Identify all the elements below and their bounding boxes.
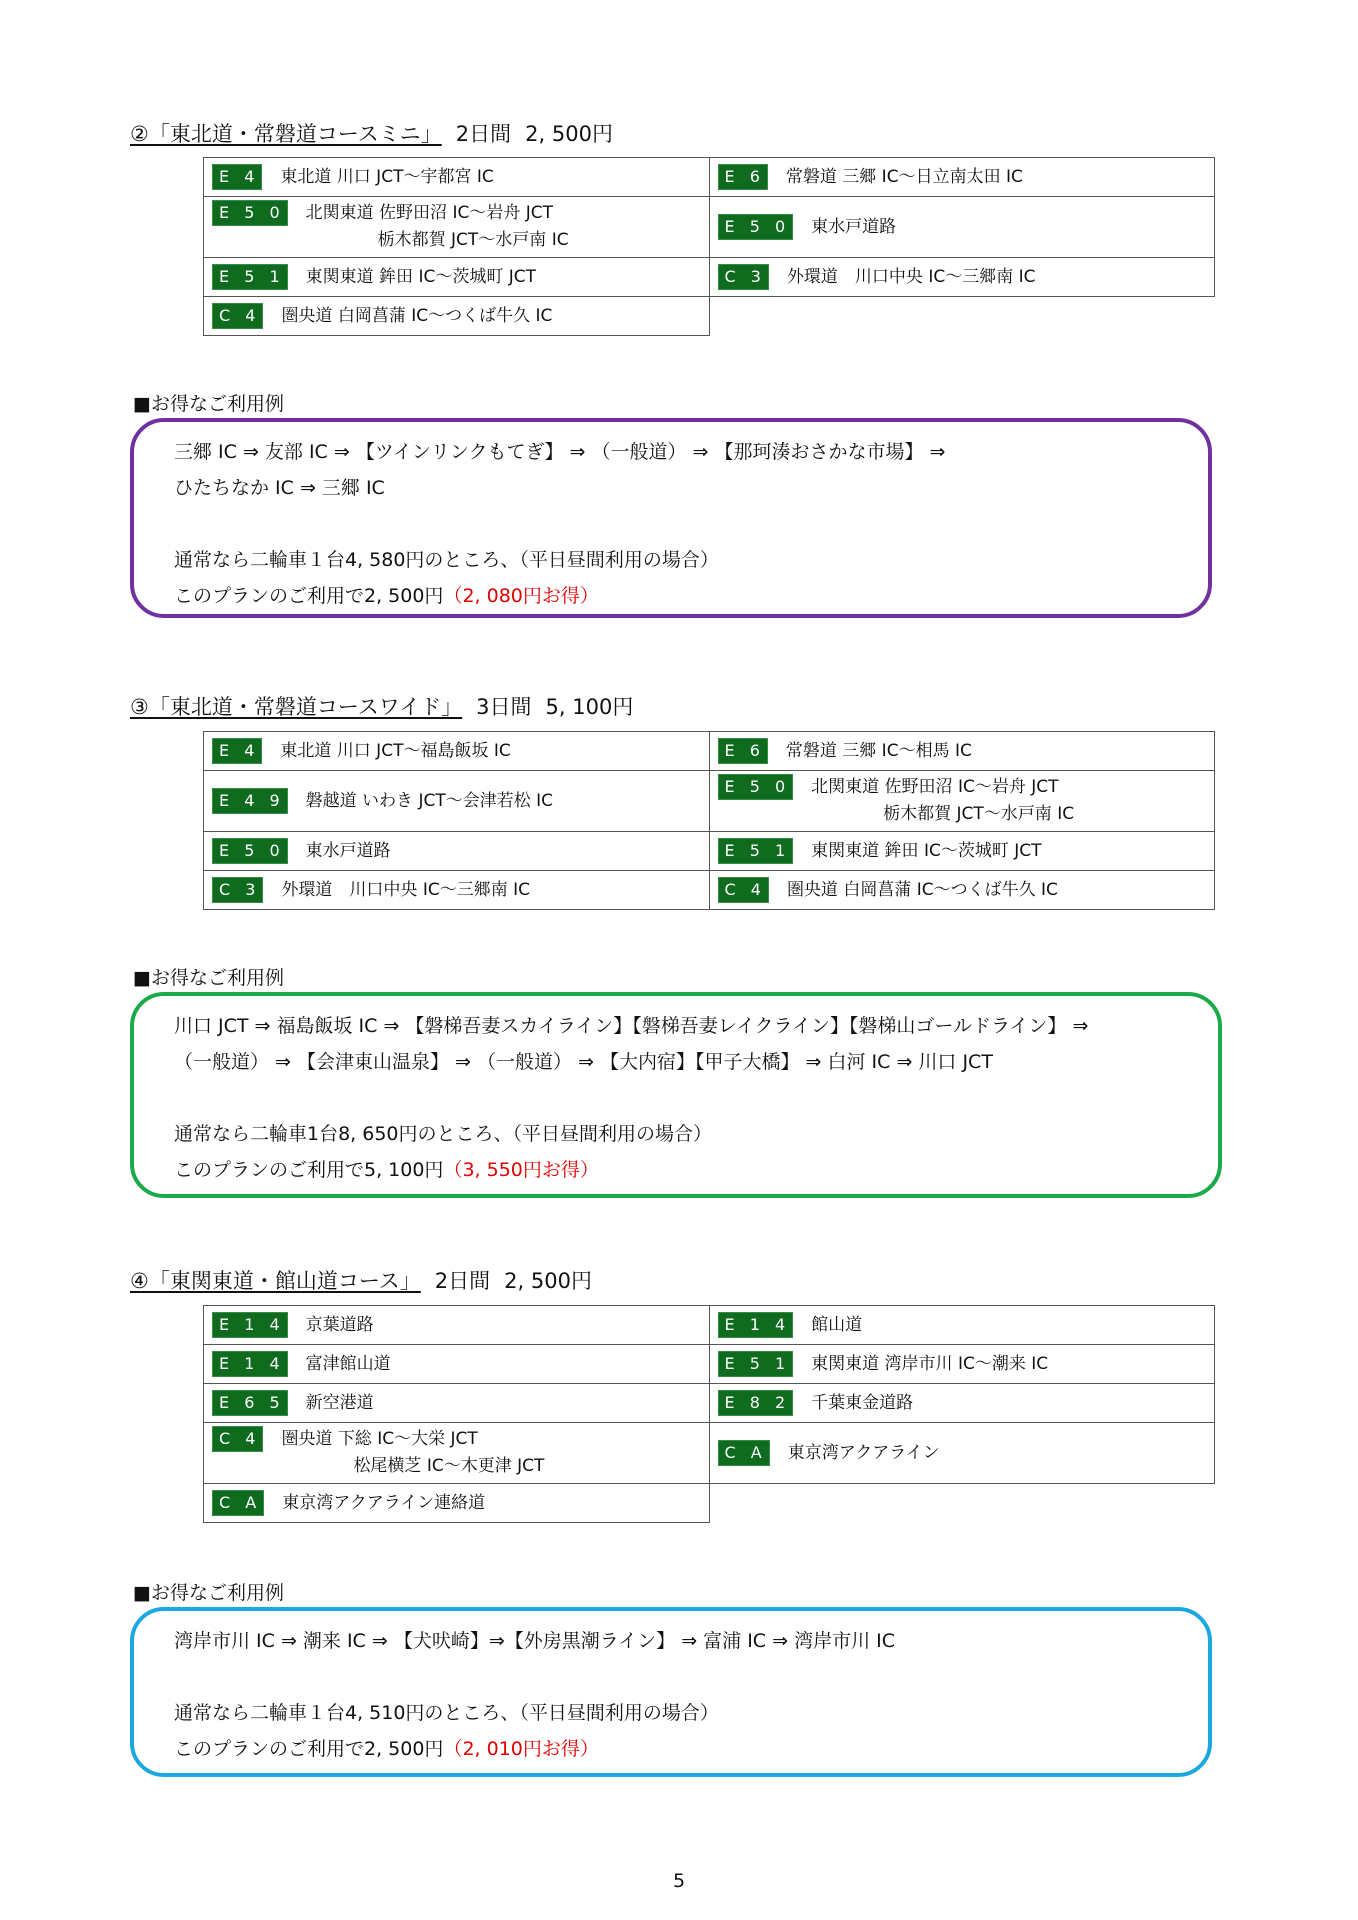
route-text: 千葉東金道路 [811, 1392, 914, 1413]
route-cell [710, 261, 1215, 294]
route-cell [204, 261, 709, 294]
course3-route-table [203, 731, 1215, 910]
course4-price: 2, 500円 [504, 1269, 592, 1293]
course4-example-label: ■お得なご利用例 [133, 1582, 284, 1604]
route-text: 磐越道 いわき JCT～会津若松 IC [305, 790, 554, 811]
route-badge: E 5 1 [212, 264, 288, 290]
course3-price: 5, 100円 [545, 695, 634, 719]
route-badge: E 6 [718, 164, 768, 190]
course2-price: 2, 500円 [525, 122, 613, 146]
route-cell [710, 874, 1215, 907]
course4-title [130, 1268, 592, 1294]
route-cell [710, 161, 1215, 194]
route-badge: E 8 2 [718, 1390, 794, 1416]
route-text: 新空港道 [305, 1392, 374, 1413]
page-number: 5 [672, 1870, 686, 1892]
route-badge: E 6 5 [212, 1390, 288, 1416]
normal-price-line: 通常なら二輪車1台8, 650円のところ、（平日昼間利用の場合） [174, 1123, 713, 1145]
example-route-line: 湾岸市川 IC ⇒ 潮来 IC ⇒ 【犬吠崎】⇒【外房黒潮ライン】 ⇒ 富浦 IC ⇒ 湾岸市川 IC [174, 1630, 895, 1652]
course2-days: 2日間 [455, 122, 512, 146]
route-cell [710, 735, 1215, 768]
route-text: 外環道 川口中央 IC～三郷南 IC [786, 266, 1036, 287]
route-text: 圏央道 白岡菖蒲 IC～つくば牛久 IC [281, 305, 553, 326]
route-cell [204, 874, 709, 907]
route-badge: E 1 4 [212, 1351, 288, 1377]
route-cell [710, 835, 1215, 868]
route-cell [204, 1423, 709, 1483]
route-badge: E 5 0 [212, 200, 288, 226]
route-cell [204, 197, 709, 257]
example-route-line: 川口 JCT ⇒ 福島飯坂 IC ⇒ 【磐梯吾妻スカイライン】【磐梯吾妻レイクライン】【磐梯山ゴールドライン】 ⇒ [174, 1015, 1089, 1037]
route-cell [710, 1387, 1215, 1420]
route-badge: E 1 4 [212, 1312, 288, 1338]
route-badge: E 5 0 [718, 214, 794, 240]
route-text: 常磐道 三郷 IC～日立南太田 IC [785, 166, 1023, 187]
route-text: 北関東道 佐野田沼 IC～岩舟 JCT 栃木都賀 JCT～水戸南 IC [305, 203, 569, 250]
route-cell [710, 1309, 1215, 1342]
course4-days: 2日間 [434, 1269, 491, 1293]
normal-price-line: 通常なら二輪車１台4, 510円のところ、（平日昼間利用の場合） [174, 1702, 719, 1724]
route-badge: C 4 [212, 1426, 263, 1452]
route-cell [204, 300, 709, 333]
route-text: 東関東道 鉾田 IC～茨城町 JCT [305, 266, 537, 287]
savings-text: （2, 080円お得） [443, 585, 599, 607]
route-badge: E 1 4 [718, 1312, 794, 1338]
route-text: 東水戸道路 [811, 216, 897, 237]
route-text: 東北道 川口 JCT～宇都宮 IC [280, 166, 494, 187]
course2-name: ②「東北道・常磐道コースミニ」 [130, 122, 442, 146]
route-badge: C A [212, 1490, 264, 1516]
route-badge: E 5 1 [718, 1351, 794, 1377]
course3-name: ③「東北道・常磐道コースワイド」 [130, 695, 463, 719]
example-route-line: （一般道） ⇒ 【会津東山温泉】 ⇒ （一般道） ⇒ 【大内宿】【甲子大橋】 ⇒ 白河 IC ⇒ 川口 JCT [174, 1051, 993, 1073]
route-badge: E 6 [718, 738, 768, 764]
route-text: 外環道 川口中央 IC～三郷南 IC [281, 879, 531, 900]
route-text: 圏央道 下総 IC～大栄 JCT 松尾横芝 IC～木更津 JCT [281, 1429, 545, 1476]
course4-example-box [130, 1607, 1212, 1777]
normal-price-line: 通常なら二輪車１台4, 580円のところ、（平日昼間利用の場合） [174, 549, 719, 571]
route-cell [710, 1437, 1215, 1470]
route-badge: E 4 [212, 164, 262, 190]
route-badge: E 4 9 [212, 788, 288, 814]
route-text: 館山道 [811, 1314, 863, 1335]
route-text: 東関東道 湾岸市川 IC～潮来 IC [811, 1353, 1049, 1374]
route-cell [204, 161, 709, 194]
route-text: 東京湾アクアライン [787, 1442, 940, 1463]
course3-example-label: ■お得なご利用例 [133, 967, 284, 989]
route-badge: E 5 0 [212, 838, 288, 864]
plan-price-line: このプランのご利用で5, 100円（3, 550円お得） [174, 1159, 599, 1181]
plan-price-line: このプランのご利用で2, 500円（2, 010円お得） [174, 1738, 599, 1760]
route-cell [204, 735, 709, 768]
route-badge: C 3 [718, 264, 769, 290]
route-text: 東水戸道路 [305, 840, 391, 861]
route-cell [204, 1487, 709, 1520]
route-text: 東関東道 鉾田 IC～茨城町 JCT [811, 840, 1042, 861]
route-cell [204, 835, 709, 868]
course2-route-table [203, 157, 1215, 336]
route-badge: C 3 [212, 877, 263, 903]
course2-example-label: ■お得なご利用例 [133, 393, 284, 415]
route-badge: E 4 [212, 738, 262, 764]
route-text: 圏央道 白岡菖蒲 IC～つくば牛久 IC [786, 879, 1058, 900]
route-text: 東京湾アクアライン連絡道 [282, 1492, 486, 1513]
route-cell [204, 785, 709, 818]
savings-text: （3, 550円お得） [443, 1159, 599, 1181]
course3-title [130, 694, 633, 720]
example-route-line: ひたちなか IC ⇒ 三郷 IC [174, 477, 385, 499]
route-badge: C A [718, 1440, 770, 1466]
route-cell [710, 771, 1215, 831]
plan-price-line: このプランのご利用で2, 500円（2, 080円お得） [174, 585, 599, 607]
route-cell [710, 211, 1215, 244]
route-badge: C 4 [212, 303, 263, 329]
route-text: 東北道 川口 JCT～福島飯坂 IC [280, 740, 511, 761]
route-text: 京葉道路 [305, 1314, 374, 1335]
course4-name: ④「東関東道・館山道コース」 [130, 1269, 421, 1293]
route-badge: E 5 0 [718, 774, 794, 800]
route-text: 北関東道 佐野田沼 IC～岩舟 JCT 栃木都賀 JCT～水戸南 IC [811, 777, 1075, 824]
route-cell [710, 1348, 1215, 1381]
savings-text: （2, 010円お得） [443, 1738, 599, 1760]
route-text: 富津館山道 [305, 1353, 391, 1374]
course2-example-box [130, 418, 1212, 618]
route-cell [204, 1387, 709, 1420]
route-text: 常磐道 三郷 IC～相馬 IC [785, 740, 972, 761]
route-badge: C 4 [718, 877, 769, 903]
route-cell [204, 1348, 709, 1381]
course3-example-box [130, 992, 1222, 1198]
course4-route-table [203, 1305, 1215, 1523]
course3-days: 3日間 [476, 695, 532, 719]
course2-title [130, 121, 613, 147]
example-route-line: 三郷 IC ⇒ 友部 IC ⇒ 【ツインリンクもてぎ】 ⇒ （一般道） ⇒ 【那珂湊おさかな市場】 ⇒ [174, 441, 946, 463]
route-badge: E 5 1 [718, 838, 794, 864]
route-cell [204, 1309, 709, 1342]
